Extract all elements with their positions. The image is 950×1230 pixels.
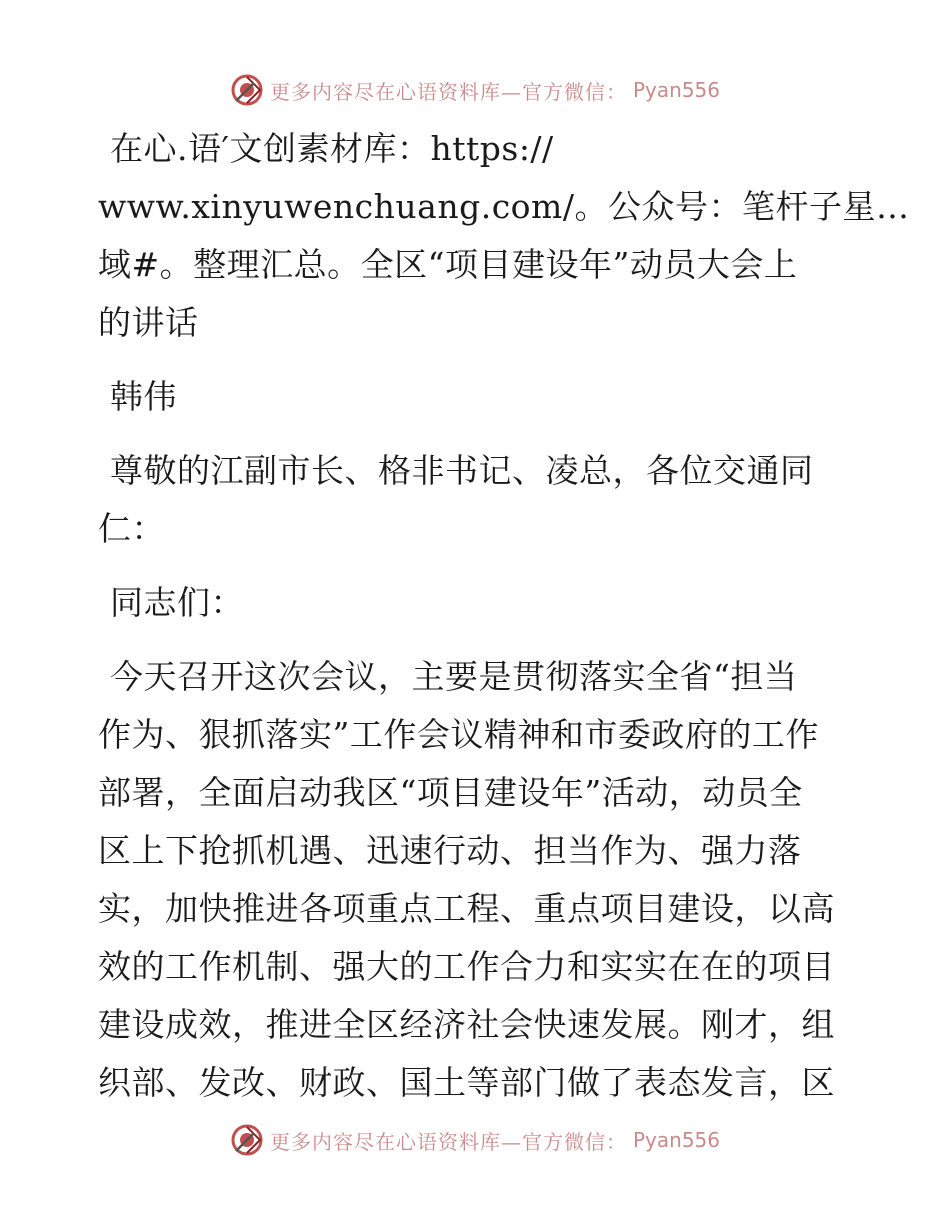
salutation-line: 仁： (98, 509, 165, 548)
body-line: 作为、狠抓落实”工作会议精神和市委政府的工作 (98, 715, 819, 754)
watermark-wechat-id: Pyan556 (632, 78, 720, 102)
heading-line: www.xinyuwenchuang.com/。公众号：笔杆子星… (98, 187, 910, 226)
salutation-line: 尊敬的江副市长、格非书记、凌总，各位交通同 (110, 451, 814, 490)
author: 韩伟 (110, 377, 177, 416)
heading-line: 域#。整理汇总。全区“项目建设年”动员大会上 (98, 245, 798, 284)
watermark-slogan: 更多内容尽在心语资料库—官方微信： (269, 1129, 627, 1154)
watermark-banner-bottom (0, 1120, 950, 1160)
watermark-banner-top (0, 70, 950, 110)
body-line: 区上下抢抓机遇、迅速行动、担当作为、强力落 (98, 831, 802, 870)
body-line: 效的工作机制、强大的工作合力和实实在在的项目 (98, 947, 835, 986)
logo-icon (230, 1123, 264, 1157)
watermark-wechat-id: Pyan556 (632, 1128, 720, 1152)
body-line: 部署，全面启动我区“项目建设年”活动，动员全 (98, 773, 803, 812)
body-line: 建设成效，推进全区经济社会快速发展。刚才，组 (98, 1005, 835, 1044)
body-line: 实，加快推进各项重点工程、重点项目建设，以高 (98, 889, 835, 928)
heading-line: 的讲话 (98, 303, 199, 342)
watermark-slogan: 更多内容尽在心语资料库—官方微信： (269, 79, 627, 104)
document-body (98, 120, 910, 1112)
greeting: 同志们： (110, 583, 244, 622)
logo-icon (230, 73, 264, 107)
body-line: 织部、发改、财政、国土等部门做了表态发言，区 (98, 1063, 835, 1102)
body-line: 今天召开这次会议，主要是贯彻落实全省“担当 (110, 657, 798, 696)
heading-line: 在心.语′文创素材库：https:// (110, 129, 554, 168)
